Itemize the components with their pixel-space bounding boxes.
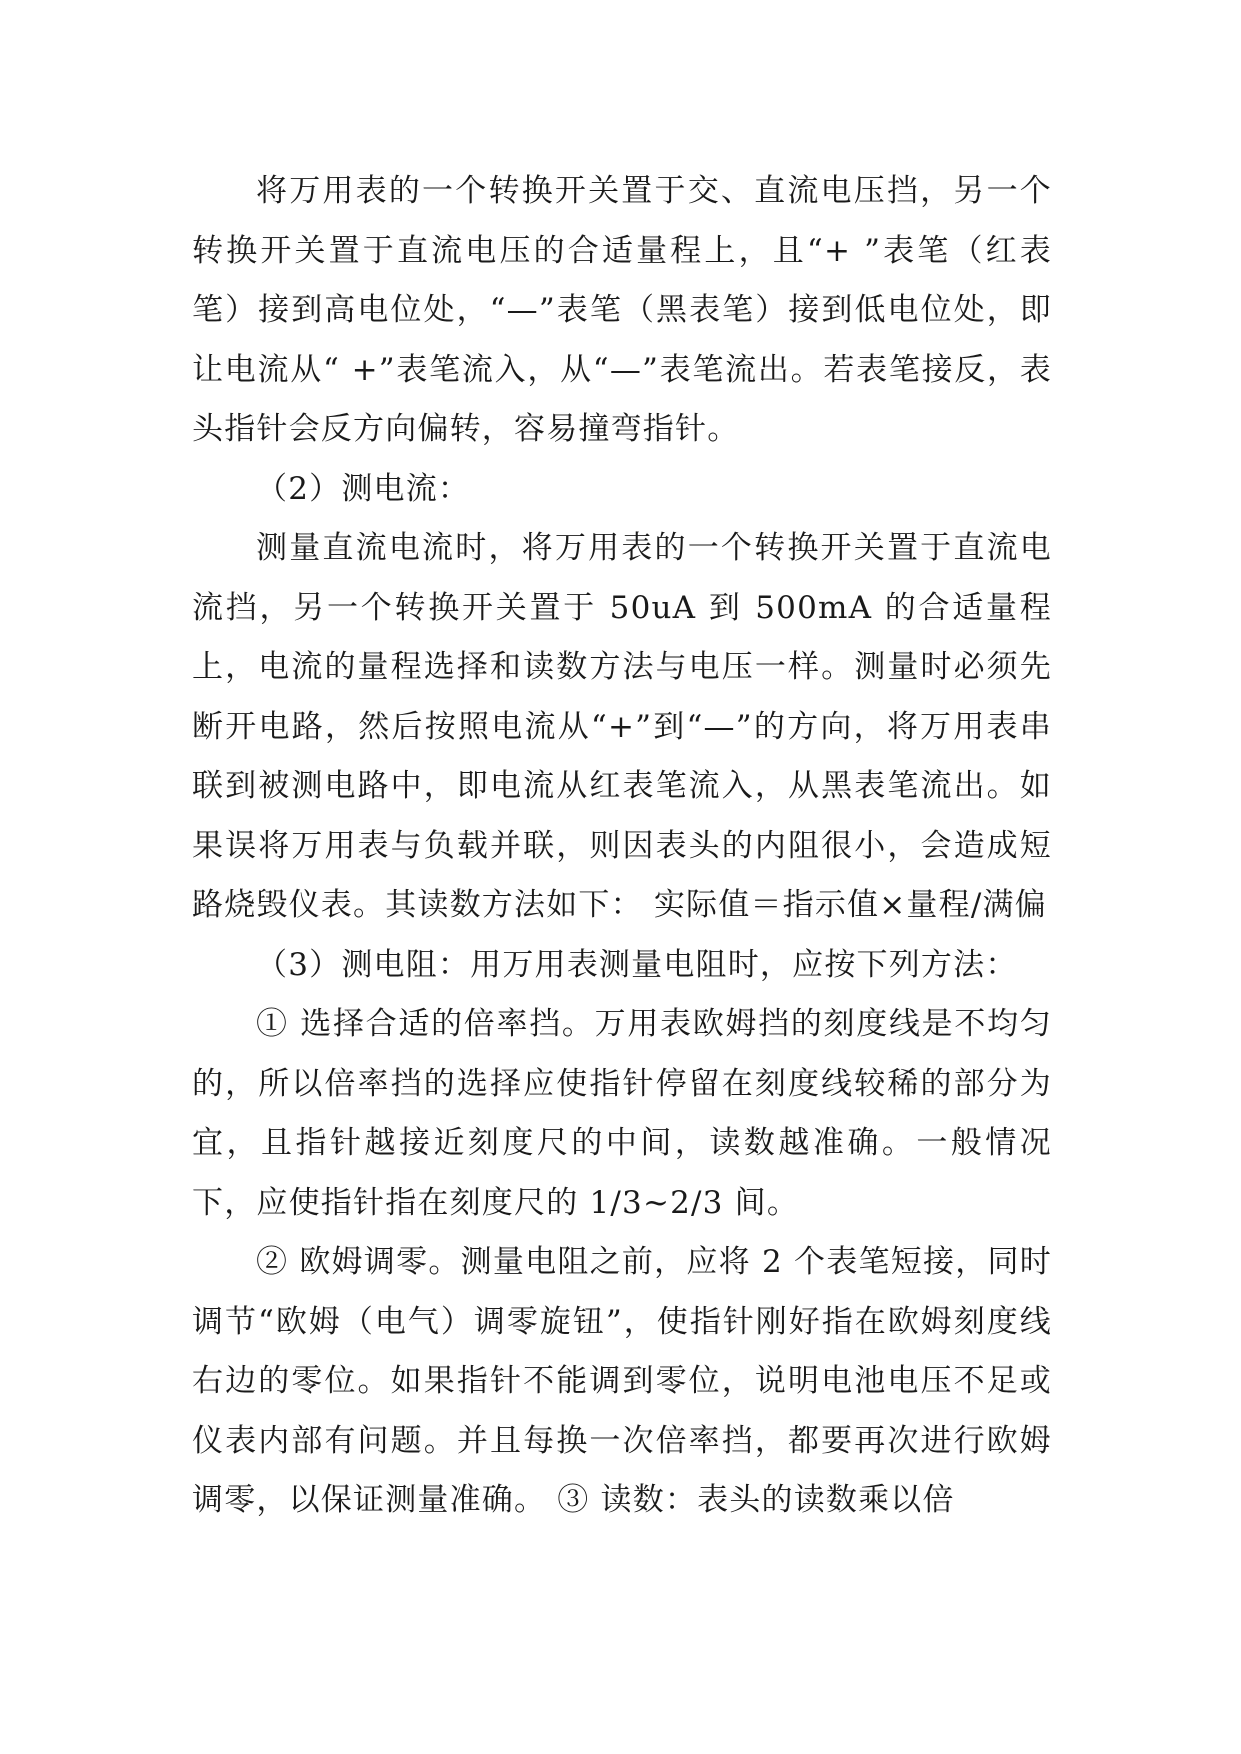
paragraph-current-measurement: 测量直流电流时，将万用表的一个转换开关置于直流电流挡，另一个转换开关置于 50uA 到 500mA 的合适量程上，电流的量程选择和读数方法与电压一样。测量时必须先断开电路，然后按照电流从“+”到“—”的方向，将万用表串联到被测电路中，即电流从红表笔流入，从黑表笔流出。如果误将万用表与负载并联，则因表头的内阻很小，会造成短路烧毁仪表。其读数方法如下： 实际值＝指示值×量程/满偏 [192,530,1052,923]
heading-measure-resistance: （3）测电阻：用万用表测量电阻时，应按下列方法： [256,946,1018,983]
document-body [192,162,1052,1531]
heading-measure-current: （2）测电流： [256,470,471,507]
paragraph-ohm-zero: ② 欧姆调零。测量电阻之前，应将 2 个表笔短接，同时调节“欧姆（电气）调零旋钮”，使指针刚好指在欧姆刻度线右边的零位。如果指针不能调到零位，说明电池电压不足或仪表内部有问题。并且每换一次倍率挡，都要再次进行欧姆调零，以保证测量准确。 ③ 读数：表头的读数乘以倍 [192,1244,1052,1518]
paragraph-select-range: ① 选择合适的倍率挡。万用表欧姆挡的刻度线是不均匀的，所以倍率挡的选择应使指针停留在刻度线较稀的部分为宜，且指针越接近刻度尺的中间，读数越准确。一般情况下，应使指针指在刻度尺的 1/3~2/3 间。 [192,1006,1052,1221]
paragraph-voltage-measurement: 将万用表的一个转换开关置于交、直流电压挡，另一个转换开关置于直流电压的合适量程上，且“+ ”表笔（红表笔）接到高电位处，“—”表笔（黑表笔）接到低电位处，即让电流从“ +”表笔流入，从“—”表笔流出。若表笔接反，表头指针会反方向偏转，容易撞弯指针。 [192,173,1052,447]
